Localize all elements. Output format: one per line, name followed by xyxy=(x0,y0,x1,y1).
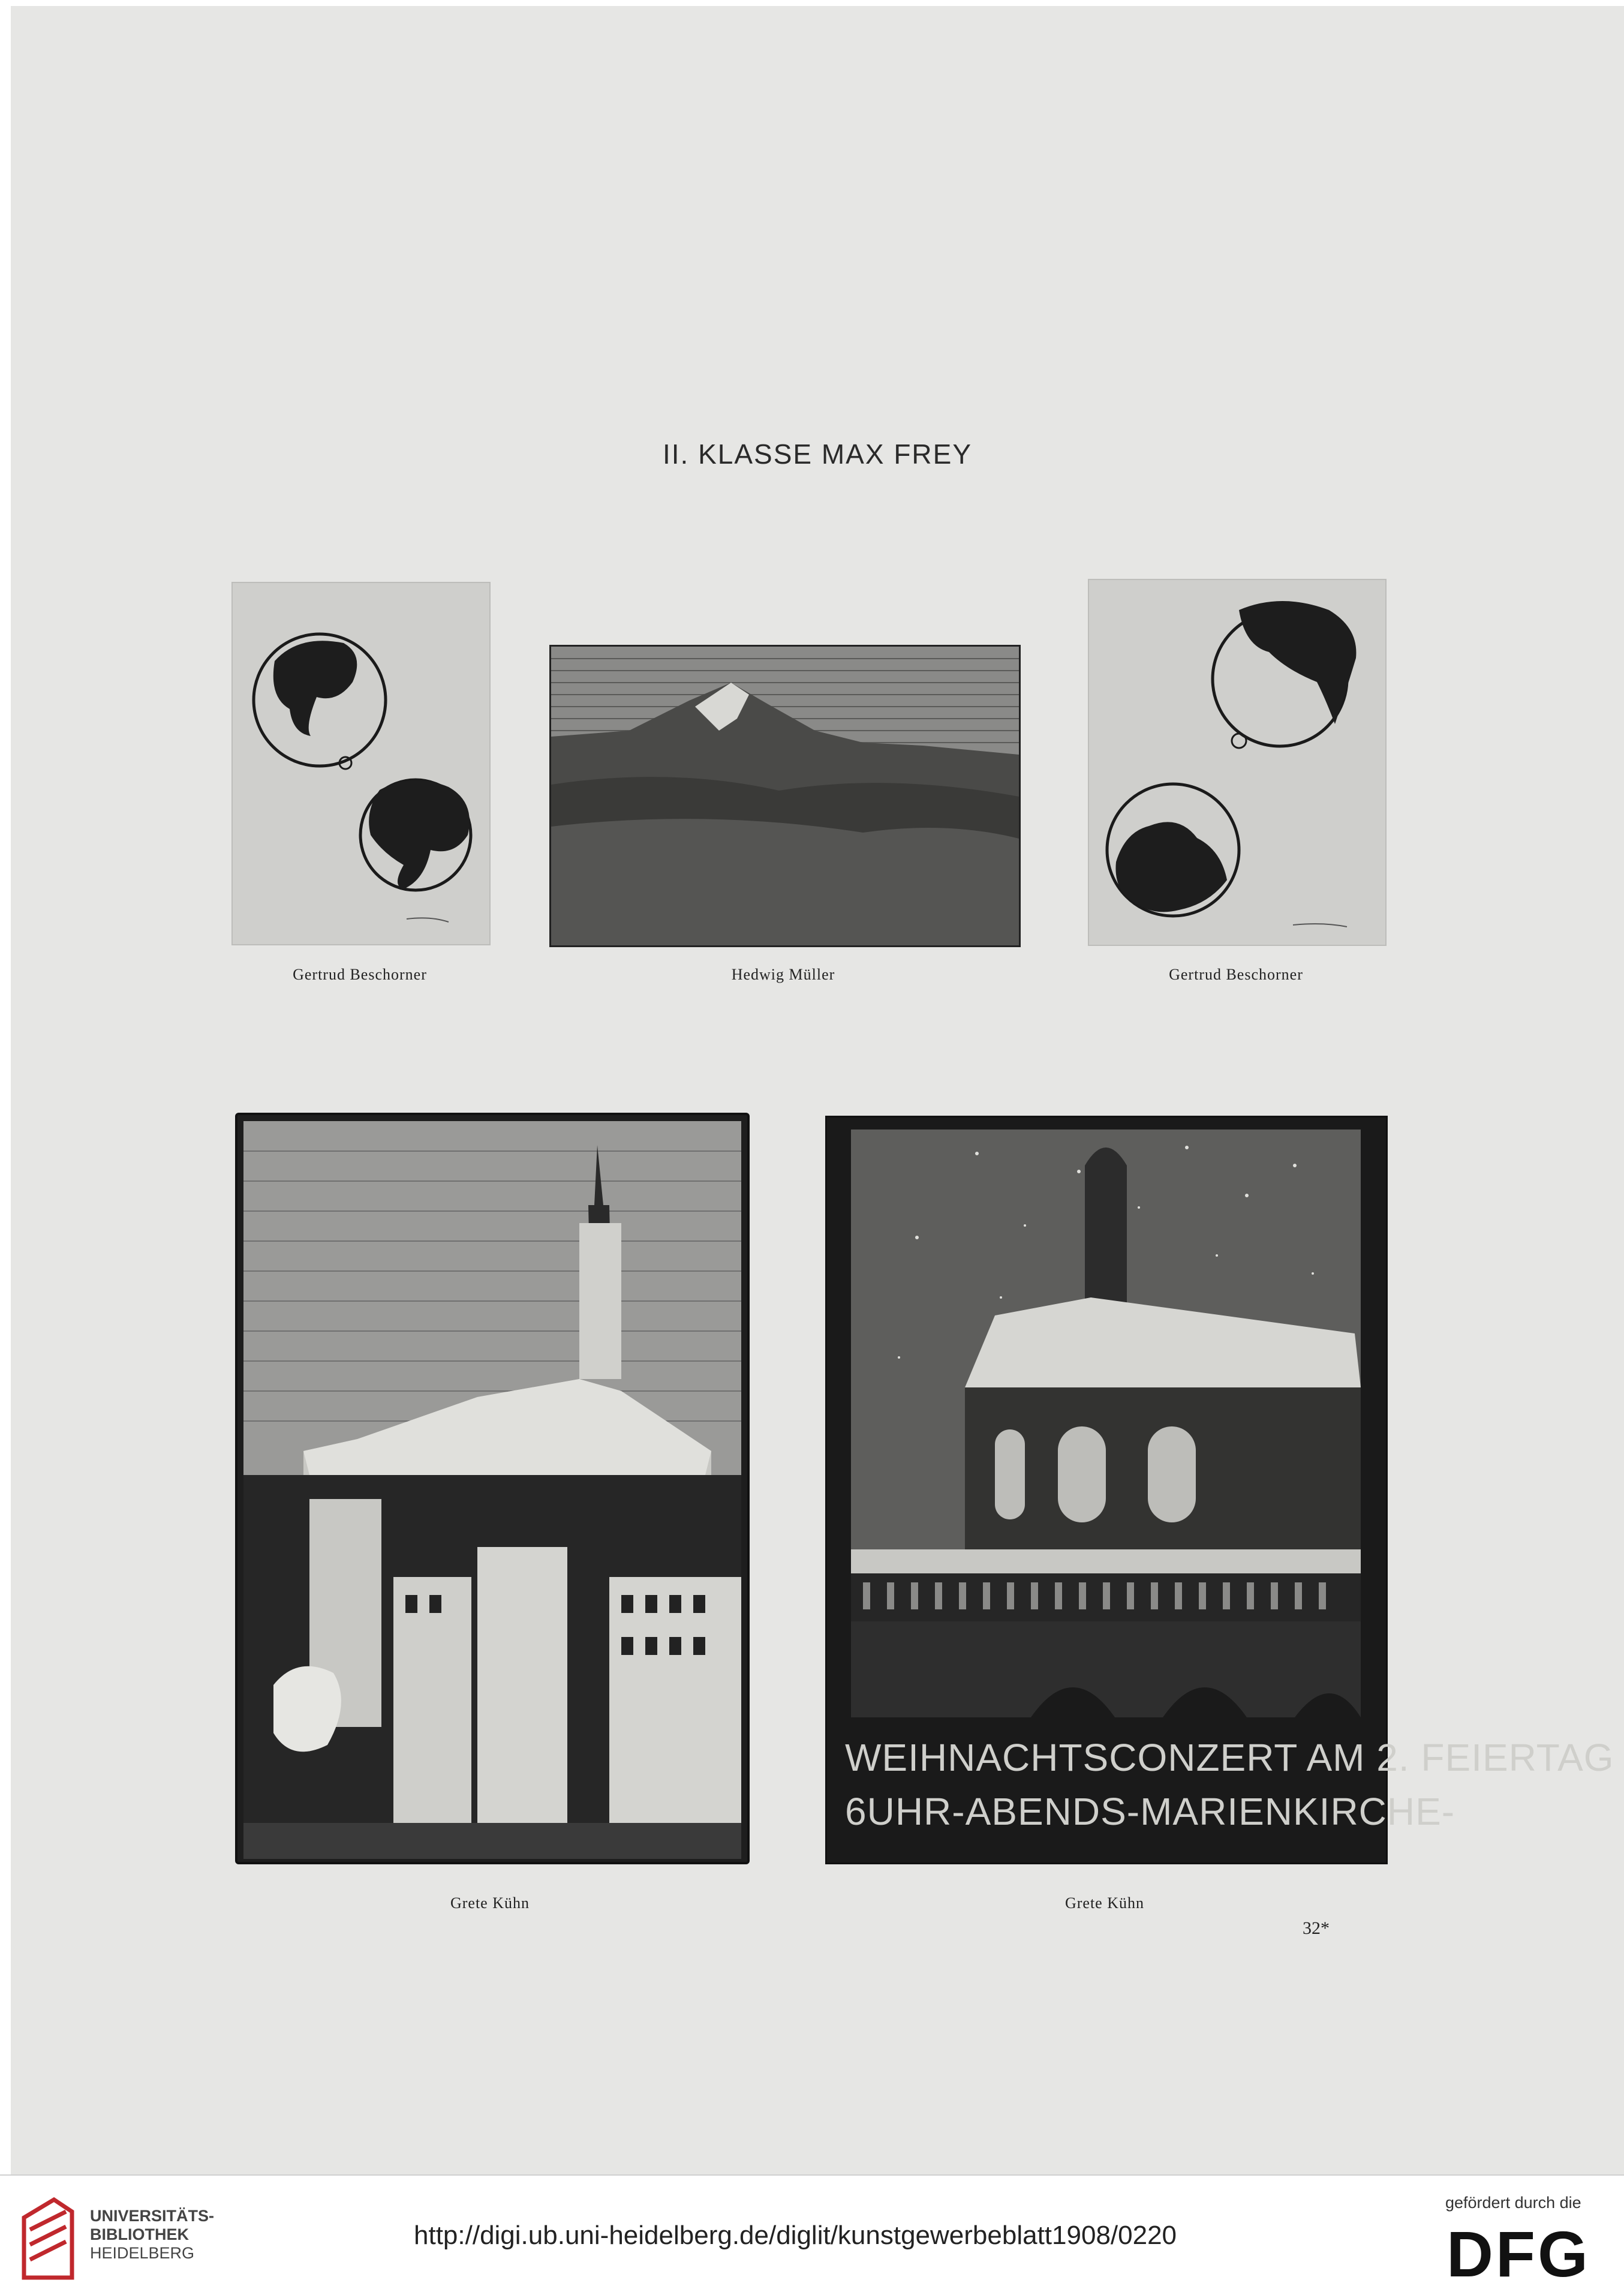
poster-text-line-1: WEIHNACHTSCONZERT AM 2. FEIERTAG xyxy=(845,1736,1614,1779)
caption-frogs-right: Gertrud Beschorner xyxy=(1169,966,1303,983)
dfg-logo: DFG xyxy=(1446,2218,1590,2290)
university-library-logo-icon xyxy=(18,2194,78,2284)
frogs-left-illustration xyxy=(233,583,489,944)
caption-concert-poster: Grete Kühn xyxy=(1064,1894,1144,1912)
poster-text-line-2: 6UHR-ABENDS-MARIENKIRCHE- xyxy=(845,1790,1455,1833)
plate-frogs-left xyxy=(231,582,491,945)
plate-mountain xyxy=(549,645,1021,947)
plate-concert-poster xyxy=(825,1116,1614,1864)
caption-castle: Grete Kühn xyxy=(450,1894,530,1912)
permalink-url[interactable]: http://digi.ub.uni-heidelberg.de/diglit/kunstgewerbeblatt1908/0220 xyxy=(414,2221,1177,2250)
library-name-line-3: HEIDELBERG xyxy=(90,2244,195,2262)
castle-illustration xyxy=(237,1115,747,1862)
library-name xyxy=(90,2207,214,2263)
frogs-right-illustration xyxy=(1089,580,1385,945)
scanned-page xyxy=(11,6,1624,2174)
plate-castle xyxy=(235,1113,750,1864)
plate-frogs-right xyxy=(1088,579,1387,946)
mountain-illustration xyxy=(551,647,1019,945)
page-title: II. KLASSE MAX FREY xyxy=(662,438,973,470)
caption-frogs-left: Gertrud Beschorner xyxy=(293,966,427,983)
library-name-line-2: BIBLIOTHEK xyxy=(90,2225,189,2243)
page-number: 32* xyxy=(1303,1918,1330,1938)
footer-bar xyxy=(0,2174,1624,2292)
library-name-line-1: UNIVERSITÄTS- xyxy=(90,2207,215,2225)
caption-mountain: Hedwig Müller xyxy=(731,966,835,983)
funded-by-label: gefördert durch die xyxy=(1445,2194,1581,2212)
